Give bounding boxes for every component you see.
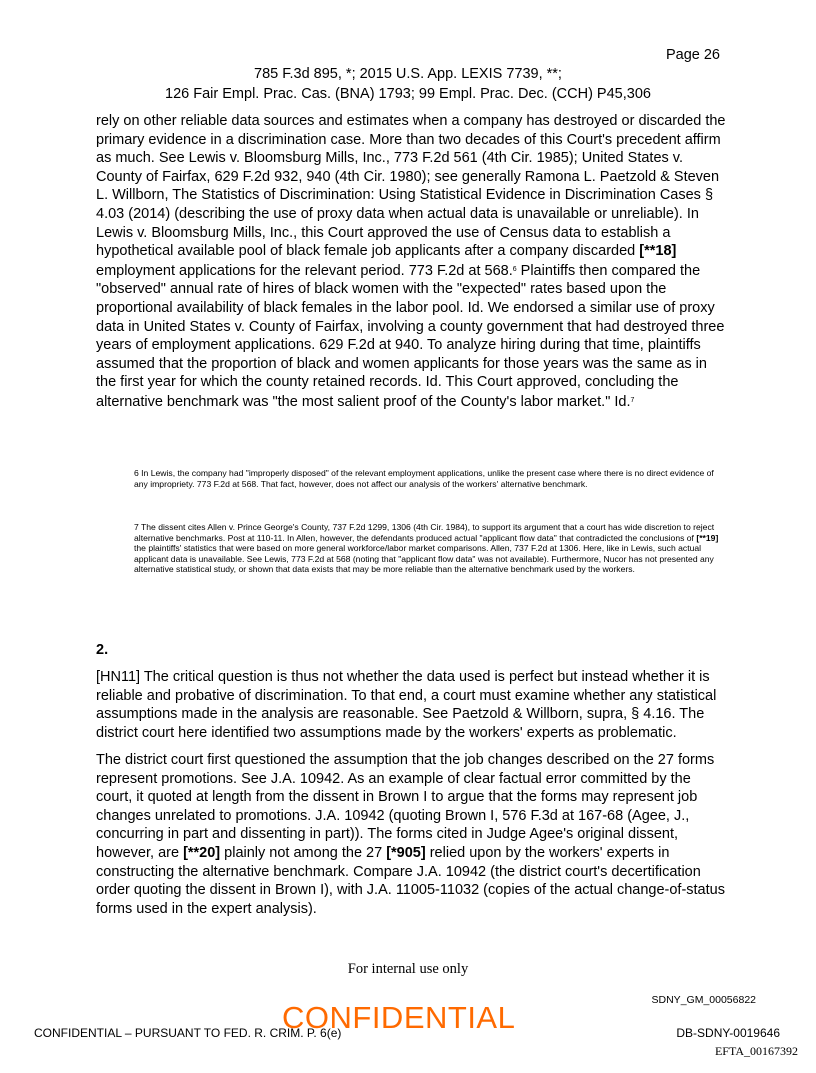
paragraph-text: The district court first questioned the assumption that the job changes described on the 27 forms represent promotions. See J.A. 10942. As an example of clear factual error committed by the court, it quoted at length from the dissent in Brown I to argue that the forms may represent job changes unrelated to promotions. J.A. 10942 (quoting Brown I, 576 F.3d at 167-68 (Agee, J., concurring in part and dissenting in part)). The forms cited in Judge Agee's original dissent, however, are: [96, 752, 715, 861]
citation-line-2: 126 Fair Empl. Prac. Cas. (BNA) 1793; 99 Empl. Prac. Dec. (CCH) P45,306: [165, 86, 651, 102]
footnote-text: 7 The dissent cites Allen v. Prince George's County, 737 F.2d 1299, 1306 (4th Cir. 1984), to support its argument that a court has wide discretion to reject alternative benchmarks. Post at 110-11. In Allen, however, the defendants produced actual "applicant flow data" that contradicted the conclusions of: [134, 522, 715, 543]
citation-line-1: 785 F.3d 895, *; 2015 U.S. App. LEXIS 7739, **;: [254, 66, 562, 82]
paragraph-text: plainly not among the 27: [220, 844, 387, 861]
body-paragraph-3: [96, 751, 726, 918]
section-heading: 2.: [96, 642, 109, 658]
confidential-notice: CONFIDENTIAL – PURSUANT TO FED. R. CRIM. P. 6(e): [34, 1026, 342, 1040]
paragraph-text: Plaintiffs then compared the "observed" annual rate of hires of black women with the "expected" rates based upon the proportional availability of black females in the labor pool. Id. We endorsed a similar use of proxy data in United States v. County of Fairfax, involving a county government that had destroyed three years of employment applications. 629 F.2d at 940. To analyze hiring during that time, plaintiffs assumed that the proportion of black and women applicants for those years was the same as in the first year for which the county retained records. Id. This Court approved, concluding the alternative benchmark was "the most salient proof of the County's labor market." Id.: [96, 262, 725, 410]
bates-number-sdny: SDNY_GM_00056822: [651, 994, 756, 1006]
footnote-7: [134, 522, 724, 575]
bates-number-db: DB-SDNY-0019646: [676, 1026, 780, 1040]
internal-use-notice: For internal use only: [347, 961, 469, 977]
paragraph-text: relied upon by the workers' experts in constructing the alternative benchmark. Compare J.A. 10942 (the district court's decertification order quoting the dissent in Brown I), with J.A. 11005-11032 (copies of the actual change-of-status forms used in the expert analysis).: [96, 844, 725, 917]
footnote-text: the plaintiffs' statistics that were based on more general workforce/labor market comparisons. Allen, 737 F.2d at 1306. Here, like in Lewis, such actual applicant data is unavailable. See Lewis, 773 F.2d at 568 (noting that "applicant flow data" was not available). Furthermore, Nucor has not presented any alternative statistical study, or shown that data exists that may be more reliable than the alternative benchmark used by the workers.: [134, 543, 714, 575]
bates-number-efta: EFTA_00167392: [714, 1044, 798, 1058]
page-pin-cite: [**18]: [639, 243, 677, 260]
confidential-stamp: CONFIDENTIAL: [282, 1000, 516, 1035]
footnote-6: 6 In Lewis, the company had "improperly disposed" of the relevant employment applications, unlike the present case where there is no direct evidence of any impropriety. 773 F.2d at 568. That fact, however, does not affect our analysis of the workers' alternative benchmark.: [134, 468, 714, 489]
paragraph-text: employment applications for the relevant period. 773 F.2d at 568.: [96, 262, 513, 279]
footnote-reference-6[interactable]: 6: [512, 265, 517, 273]
body-paragraph-1: [96, 112, 726, 412]
paragraph-text: rely on other reliable data sources and estimates when a company has destroyed or discarded the primary evidence in a discrimination case. More than two decades of this Court's precedent affirm as much. See Lewis v. Bloomsburg Mills, Inc., 773 F.2d 561 (4th Cir. 1985); United States v. County of Fairfax, 629 F.2d 932, 940 (4th Cir. 1980); see generally Ramona L. Paetzold & Steven L. Willborn, The Statistics of Discrimination: Using Statistical Evidence in Discrimination Cases § 4.03 (2014) (describing the use of proxy data when actual data is unavailable or unreliable). In Lewis v. Bloomsburg Mills, Inc., this Court approved the use of Census data to establish a hypothetical available pool of black female job applicants after a company discarded: [96, 113, 726, 260]
footnote-reference-7[interactable]: 7: [630, 396, 635, 404]
star-page-cite: [*905]: [386, 844, 426, 861]
page-number: Page 26: [665, 47, 720, 63]
page-pin-cite: [**20]: [183, 844, 221, 861]
page-pin-cite: [**19]: [696, 532, 719, 543]
body-paragraph-2: [HN11] The critical question is thus not whether the data used is perfect but instead whether it is reliable and probative of discrimination. To that end, a court must examine whether any statistical assumptions made in the analysis are reasonable. See Paetzold & Willborn, supra, § 4.16. The district court here identified two assumptions made by the workers' experts as problematic.: [96, 669, 717, 741]
